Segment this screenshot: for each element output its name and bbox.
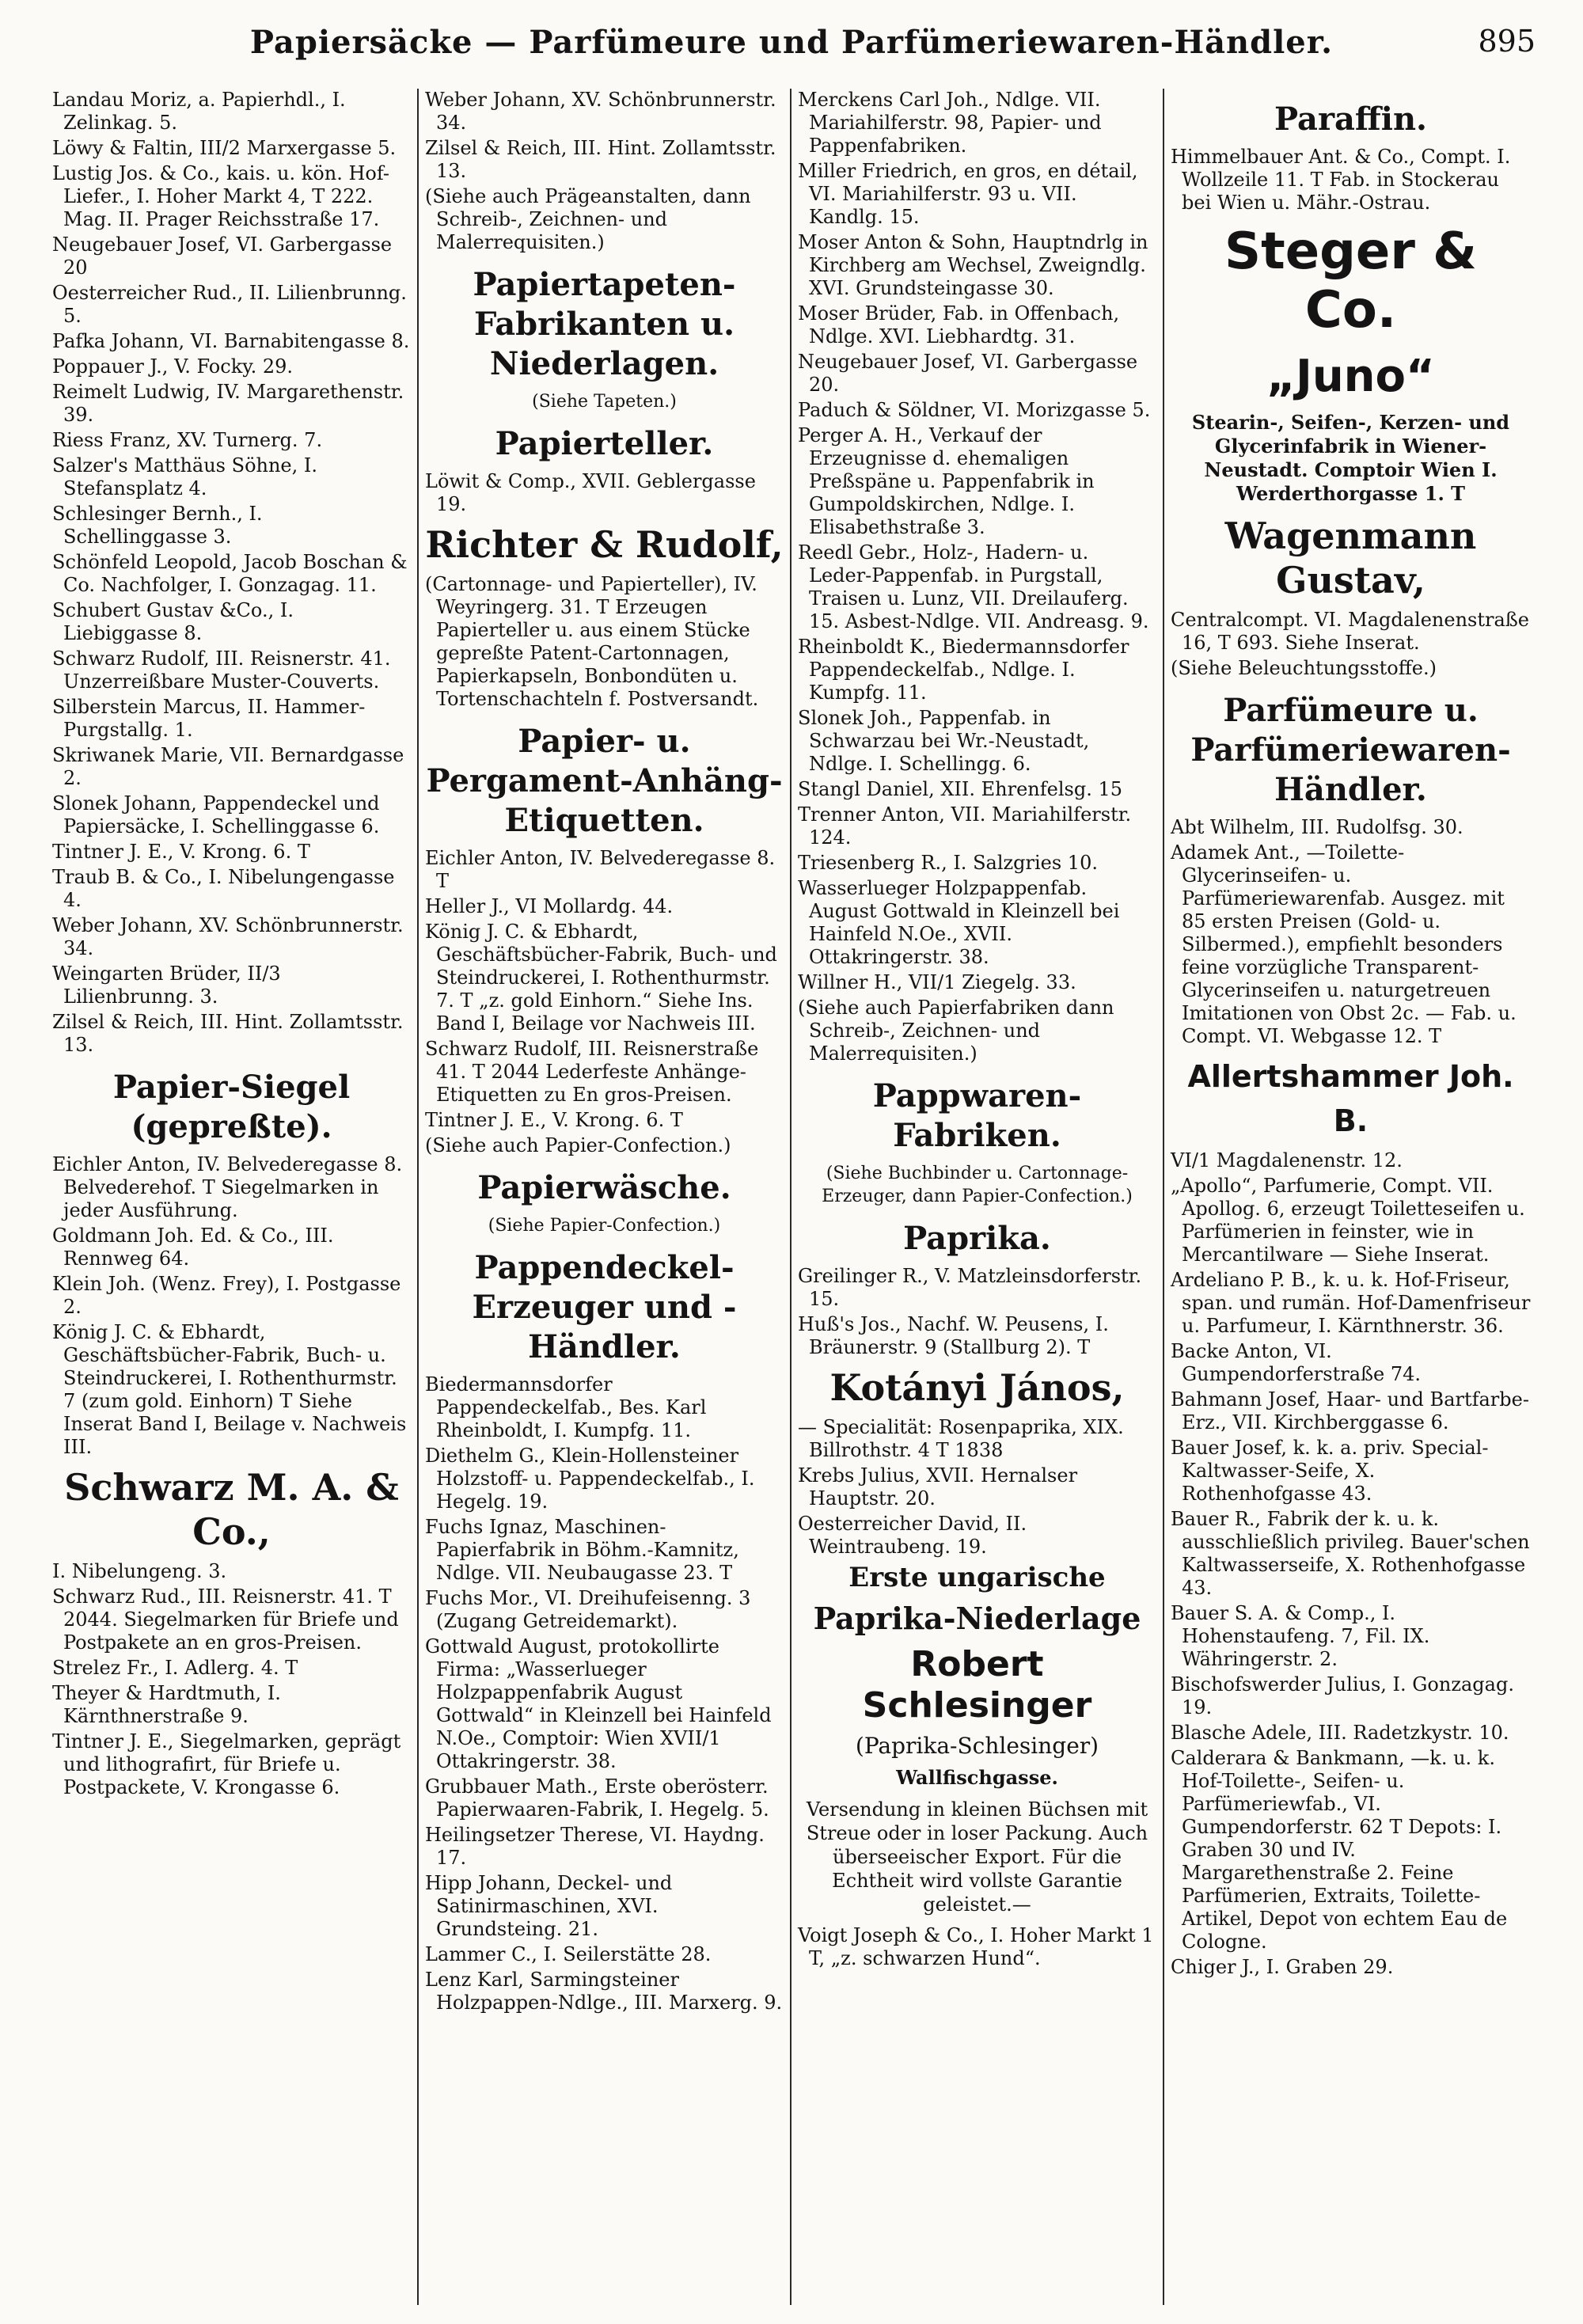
directory-entry: Abt Wilhelm, III. Rudolfsg. 30.: [1171, 816, 1463, 838]
directory-entry: Ardeliano P. B., k. u. k. Hof-Friseur, span. und rumän. Hof-Damenfriseur u. Parfumeur, I. Kärnthnerstr. 36.: [1171, 1269, 1531, 1337]
directory-entry: Reimelt Ludwig, IV. Margarethenstr. 39.: [52, 381, 404, 426]
section-heading: Pappwaren-Fabriken.: [872, 1077, 1082, 1154]
directory-entry: Reedl Gebr., Holz-, Hadern- u. Leder-Pappenfab. in Purgstall, Traisen u. Lunz, VII. Dreilauferg. 15. Asbest-Ndlge. VII. Andreasg. 9.: [798, 541, 1149, 632]
directory-entry: Biedermannsdorfer Pappendeckelfab., Bes. Karl Rheinboldt, I. Kumpfg. 11.: [425, 1373, 707, 1441]
advertisement: „Juno“: [1266, 351, 1435, 402]
directory-entry: Calderara & Bankmann, —k. u. k. Hof-Toilette-, Seifen- u. Parfümeriewfab., VI. Gumpendorferstr. 62 T Depots: I. Graben 30 und IV. Margarethenstraße 2. Feine Parfümerien, Extraits, Toilette-Artikel, Depot von echtem Eau de Cologne.: [1171, 1747, 1508, 1953]
directory-entry: Salzer's Matthäus Söhne, I. Stefansplatz 4.: [52, 454, 318, 499]
directory-entry: Neugebauer Josef, VI. Garbergasse 20.: [798, 351, 1138, 396]
section-heading: Papiertapeten-Fabrikanten u. Niederlagen.: [473, 266, 736, 382]
advertisement: Robert Schlesinger: [862, 1644, 1092, 1726]
directory-entry: Chiger J., I. Graben 29.: [1171, 1956, 1394, 1978]
directory-entry: Traub B. & Co., I. Nibelungengasse 4.: [52, 866, 395, 911]
directory-entry: Löwy & Faltin, III/2 Marxergasse 5.: [52, 137, 397, 159]
directory-entry: Poppauer J., V. Focky. 29.: [52, 355, 294, 378]
directory-entry: Zilsel & Reich, III. Hint. Zollamtsstr. 13.: [425, 137, 776, 182]
running-head: Papiersäcke — Parfümeure und Parfümeriewaren-Händler.: [249, 24, 1334, 61]
directory-entry: Stangl Daniel, XII. Ehrenfelsg. 15: [798, 778, 1122, 800]
directory-entry: Bahmann Josef, Haar- und Bartfarbe-Erz., VII. Kirchberggasse 6.: [1171, 1388, 1529, 1434]
directory-entry: (Siehe auch Prägeanstalten, dann Schreib-, Zeichnen- und Malerrequisiten.): [425, 185, 751, 253]
section-heading: Paprika.: [903, 1220, 1051, 1257]
directory-entry: Tintner J. E., V. Krong. 6. T: [52, 841, 310, 863]
directory-entry: Bauer R., Fabrik der k. u. k. ausschließlich privileg. Bauer'schen Kaltwasserseife, X. Rothenhofgasse 43.: [1171, 1508, 1530, 1599]
directory-entry: Greilinger R., V. Matzleinsdorferstr. 15.: [798, 1265, 1142, 1310]
directory-entry: Klein Joh. (Wenz. Frey), I. Postgasse 2.: [52, 1273, 401, 1318]
directory-entry: Schwarz Rudolf, III. Reisnerstraße 41. T 2044 Lederfeste Anhänge-Etiquetten zu En gros-Preisen.: [425, 1038, 759, 1106]
directory-entry: „Apollo“, Parfumerie, Compt. VII. Apollog. 6, erzeugt Toiletteseifen u. Parfümerien in feinster, wie in Mercantilware — Siehe Inserat.: [1171, 1175, 1525, 1266]
section-heading: Papier- u. Pergament-Anhäng-Etiquetten.: [426, 723, 783, 839]
directory-entry: Slonek Johann, Pappendeckel und Papiersäcke, I. Schellinggasse 6.: [52, 792, 380, 837]
advertisement: Schwarz M. A. & Co.,: [64, 1466, 399, 1553]
section-note: (Siehe Buchbinder u. Cartonnage-Erzeuger, dann Papier-Confection.): [822, 1164, 1133, 1206]
directory-entry: Krebs Julius, XVII. Hernalser Hauptstr. 20.: [798, 1464, 1078, 1509]
advertisement: Stearin-, Seifen-, Kerzen- und Glycerinfabrik in Wiener-Neustadt. Comptoir Wien I. Werderthorgasse 1. T: [1191, 411, 1510, 505]
section-heading: Parfümeure u. Parfümeriewaren-Händler.: [1190, 692, 1511, 808]
directory-entry: Goldmann Joh. Ed. & Co., III. Rennweg 64.: [52, 1225, 334, 1270]
section-heading: Pappendeckel-Erzeuger und -Händler.: [472, 1249, 737, 1365]
directory-entry: Schwarz Rudolf, III. Reisnerstr. 41. Unzerreißbare Muster-Couverts.: [52, 647, 391, 693]
advertisement: Wagenmann Gustav,: [1224, 515, 1477, 602]
directory-entry: Bauer S. A. & Comp., I. Hohenstaufeng. 7, Fil. IX. Währingerstr. 2.: [1171, 1602, 1430, 1670]
advertisement: Kotányi János,: [829, 1366, 1125, 1409]
directory-entry: Fuchs Ignaz, Maschinen-Papierfabrik in Böhm.-Kamnitz, Ndlge. VII. Neubaugasse 23. T: [425, 1516, 739, 1584]
section-heading: Papier-Siegel (gepreßte).: [112, 1069, 351, 1145]
directory-entry: Voigt Joseph & Co., I. Hoher Markt 1 T, „z. schwarzen Hund“.: [798, 1924, 1154, 1969]
directory-entry: Weber Johann, XV. Schönbrunnerstr. 34.: [425, 89, 776, 134]
advertisement: (Paprika-Schlesinger): [855, 1733, 1099, 1759]
directory-entry: Riess Franz, XV. Turnerg. 7.: [52, 429, 323, 451]
columns: [46, 89, 1537, 2305]
advertisement: Allertshammer Joh. B.: [1187, 1059, 1514, 1138]
directory-entry: Landau Moriz, a. Papierhdl., I. Zelinkag. 5.: [52, 89, 346, 134]
directory-entry: Perger A. H., Verkauf der Erzeugnisse d. ehemaligen Preßspäne u. Pappenfabrik in Gumpoldskirchen, Ndlge. I. Elisabethstraße 3.: [798, 424, 1095, 538]
directory-entry: Adamek Ant., —Toilette-Glycerinseifen- u. Parfümeriewarenfab. Ausgez. mit 85 ersten Preisen (Gold- u. Silbermed.), empfiehlt besonders feine vorzügliche Transparent-Glycerinseifen u. naturgetreuen Imitationen von Obst 2c. — Fab. u. Compt. VI. Webgasse 12. T: [1171, 841, 1517, 1047]
directory-entry: — Specialität: Rosenpaprika, XIX. Billrothstr. 4 T 1838: [798, 1416, 1124, 1461]
directory-entry: Bauer Josef, k. k. a. priv. Special-Kaltwasser-Seife, X. Rothenhofgasse 43.: [1171, 1437, 1489, 1505]
section-heading: Paraffin.: [1274, 101, 1427, 138]
directory-entry: Schlesinger Bernh., I. Schellinggasse 3.: [52, 503, 263, 548]
directory-entry: Bischofswerder Julius, I. Gonzagag. 19.: [1171, 1673, 1514, 1718]
section-heading: Papierwäsche.: [477, 1169, 731, 1206]
directory-entry: Heller J., VI Mollardg. 44.: [425, 895, 674, 917]
column-4: [1164, 89, 1537, 2305]
directory-entry: Skriwanek Marie, VII. Bernardgasse 2.: [52, 744, 404, 789]
directory-entry: Pafka Johann, VI. Barnabitengasse 8.: [52, 330, 410, 352]
directory-entry: Miller Friedrich, en gros, en détail, VI. Mariahilferstr. 93 u. VII. Kandlg. 15.: [798, 160, 1138, 228]
directory-entry: Tintner J. E., V. Krong. 6. T: [425, 1109, 683, 1131]
directory-entry: Hipp Johann, Deckel- und Satinirmaschinen, XVI. Grundsteing. 21.: [425, 1872, 673, 1940]
column-2: [419, 89, 792, 2305]
directory-entry: (Siehe auch Papierfabriken dann Schreib-, Zeichnen- und Malerrequisiten.): [798, 997, 1114, 1065]
directory-entry: Centralcompt. VI. Magdalenenstraße 16, T 693. Siehe Inserat.: [1171, 609, 1529, 654]
advertisement: Erste ungarische: [848, 1562, 1106, 1593]
directory-entry: Oesterreicher Rud., II. Lilienbrunng. 5.: [52, 282, 407, 327]
directory-entry: Huß's Jos., Nachf. W. Peusens, I. Bräunerstr. 9 (Stallburg 2). T: [798, 1313, 1109, 1358]
directory-entry: Silberstein Marcus, II. Hammer-Purgstallg. 1.: [52, 696, 366, 741]
section-note: (Siehe Papier-Confection.): [488, 1216, 721, 1236]
directory-entry: Backe Anton, VI. Gumpendorferstraße 74.: [1171, 1340, 1422, 1385]
advertisement: Paprika-Niederlage: [813, 1601, 1141, 1636]
directory-entry: Lustig Jos. & Co., kais. u. kön. Hof-Liefer., I. Hoher Markt 4, T 222. Mag. II. Prager Reichsstraße 17.: [52, 162, 389, 230]
directory-entry: Weber Johann, XV. Schönbrunnerstr. 34.: [52, 914, 404, 959]
advertisement: Wallfischgasse.: [896, 1766, 1058, 1789]
directory-entry: Blasche Adele, III. Radetzkystr. 10.: [1171, 1722, 1509, 1744]
advertisement: Steger & Co.: [1224, 222, 1477, 340]
directory-entry: Wasserlueger Holzpappenfab. August Gottwald in Kleinzell bei Hainfeld N.Oe., XVII. Ottakringerstr. 38.: [798, 877, 1120, 968]
directory-entry: Himmelbauer Ant. & Co., Compt. I. Wollzeile 11. T Fab. in Stockerau bei Wien u. Mähr.-Ostrau.: [1171, 146, 1511, 214]
advertisement: Versendung in kleinen Büchsen mit Streue oder in loser Packung. Auch überseeischer Export. Für die Echtheit wird vollste Garantie geleistet.—: [806, 1798, 1148, 1916]
directory-entry: Trenner Anton, VII. Mariahilferstr. 124.: [798, 803, 1132, 849]
section-heading: Papierteller.: [495, 425, 714, 462]
directory-entry: (Siehe Beleuchtungsstoffe.): [1171, 657, 1437, 679]
directory-entry: Eichler Anton, IV. Belvederegasse 8. Belvederehof. T Siegelmarken in jeder Ausführung.: [52, 1153, 403, 1221]
directory-entry: Slonek Joh., Pappenfab. in Schwarzau bei Wr.-Neustadt, Ndlge. I. Schellingg. 6.: [798, 707, 1090, 775]
directory-entry: Lenz Karl, Sarmingsteiner Holzpappen-Ndlge., III. Marxerg. 9.: [425, 1969, 783, 2014]
directory-entry: Merckens Carl Joh., Ndlge. VII. Mariahilferstr. 98, Papier- und Pappenfabriken.: [798, 89, 1102, 157]
directory-entry: Neugebauer Josef, VI. Garbergasse 20: [52, 234, 393, 279]
directory-entry: VI/1 Magdalenenstr. 12.: [1171, 1149, 1403, 1171]
directory-entry: Schönfeld Leopold, Jacob Boschan & Co. Nachfolger, I. Gonzagag. 11.: [52, 551, 408, 596]
advertisement: Richter & Rudolf,: [425, 523, 784, 566]
directory-entry: Rheinboldt K., Biedermannsdorfer Pappendeckelfab., Ndlge. I. Kumpfg. 11.: [798, 636, 1129, 704]
directory-entry: Diethelm G., Klein-Hollensteiner Holzstoff- u. Pappendeckelfab., I. Hegelg. 19.: [425, 1445, 755, 1513]
directory-entry: Lammer C., I. Seilerstätte 28.: [425, 1943, 712, 1965]
directory-entry: Löwit & Comp., XVII. Geblergasse 19.: [425, 470, 756, 515]
directory-entry: Moser Brüder, Fab. in Offenbach, Ndlge. XVI. Liebhardtg. 31.: [798, 302, 1120, 347]
directory-entry: Fuchs Mor., VI. Dreihufeisenng. 3 (Zugang Getreidemarkt).: [425, 1587, 751, 1632]
directory-entry: Gottwald August, protokollirte Firma: „Wasserlueger Holzpappenfabrik August Gottwald“ in Kleinzell bei Hainfeld N.Oe., Comptoir: Wien XVII/1 Ottakringerstr. 38.: [425, 1635, 772, 1772]
directory-entry: Weingarten Brüder, II/3 Lilienbrunng. 3.: [52, 963, 281, 1008]
page-header: [47, 24, 1536, 79]
directory-entry: Tintner J. E., Siegelmarken, geprägt und lithografirt, für Briefe u. Postpackete, V. Krongasse 6.: [52, 1730, 401, 1798]
directory-entry: Zilsel & Reich, III. Hint. Zollamtsstr. 13.: [52, 1011, 404, 1056]
directory-entry: Schubert Gustav &Co., I. Liebiggasse 8.: [52, 599, 294, 644]
directory-entry: König J. C. & Ebhardt, Geschäftsbücher-Fabrik, Buch- und Steindruckerei, I. Rothenthurmstr. 7. T „z. gold Einhorn.“ Siehe Ins. Band I, Beilage vor Nachweis III.: [425, 921, 777, 1035]
directory-entry: (Cartonnage- und Papierteller), IV. Weyringerg. 31. T Erzeugen Papierteller u. aus einem Stücke gepreßte Patent-Cartonnagen, Papierkapseln, Bonbondüten u. Tortenschachteln f. Postversandt.: [425, 573, 759, 710]
directory-entry: Moser Anton & Sohn, Hauptndrlg in Kirchberg am Wechsel, Zweigndlg. XVI. Grundsteingasse 30.: [798, 231, 1148, 299]
directory-entry: Schwarz Rud., III. Reisnerstr. 41. T 2044. Siegelmarken für Briefe und Postpakete an en gros-Preisen.: [52, 1585, 399, 1654]
section-note: (Siehe Tapeten.): [532, 392, 677, 412]
directory-entry: (Siehe auch Papier-Confection.): [425, 1134, 731, 1156]
directory-entry: Heilingsetzer Therese, VI. Haydng. 17.: [425, 1824, 765, 1869]
directory-entry: Eichler Anton, IV. Belvederegasse 8. T: [425, 847, 776, 892]
column-1: [46, 89, 419, 2305]
directory-entry: Theyer & Hardtmuth, I. Kärnthnerstraße 9.: [52, 1682, 281, 1727]
directory-entry: Triesenberg R., I. Salzgries 10.: [798, 852, 1098, 874]
directory-entry: Strelez Fr., I. Adlerg. 4. T: [52, 1657, 298, 1679]
column-3: [792, 89, 1164, 2305]
page-number: 895: [1478, 24, 1536, 59]
directory-entry: I. Nibelungeng. 3.: [52, 1560, 227, 1582]
directory-entry: Paduch & Söldner, VI. Morizgasse 5.: [798, 399, 1151, 421]
directory-entry: Willner H., VII/1 Ziegelg. 33.: [798, 971, 1076, 993]
directory-entry: König J. C. & Ebhardt, Geschäftsbücher-Fabrik, Buch- u. Steindruckerei, I. Rothenthurmstr. 7 (zum gold. Einhorn) T Siehe Inserat Band I, Beilage v. Nachweis III.: [52, 1321, 407, 1458]
directory-entry: Oesterreicher David, II. Weintraubeng. 19.: [798, 1513, 1027, 1558]
directory-entry: Grubbauer Math., Erste oberösterr. Papierwaaren-Fabrik, I. Hegelg. 5.: [425, 1775, 769, 1821]
